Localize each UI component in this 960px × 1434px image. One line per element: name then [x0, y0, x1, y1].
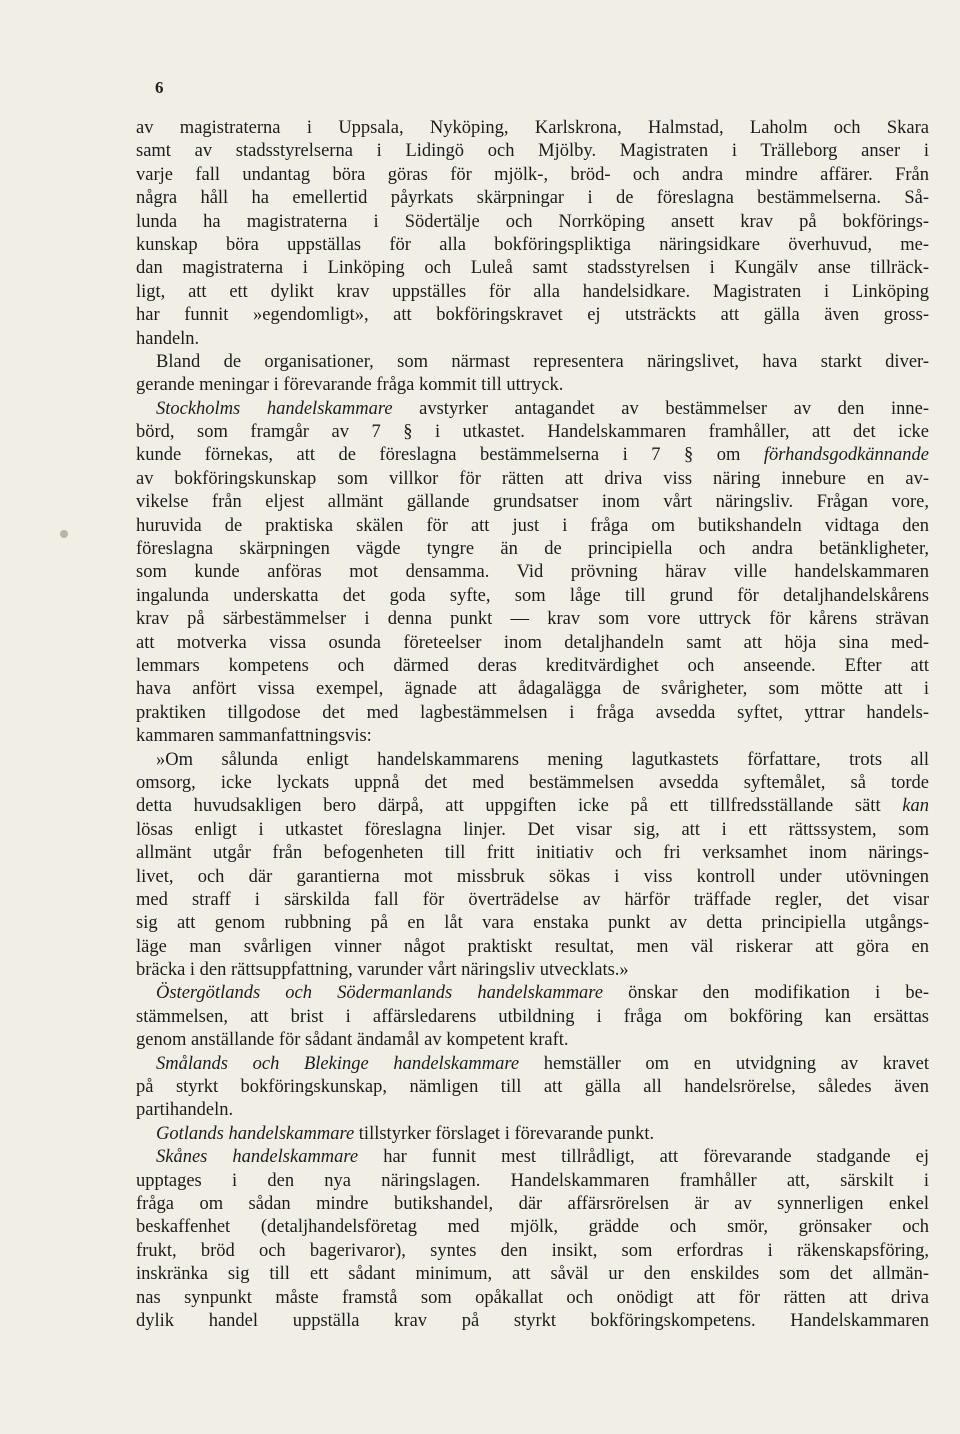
text-line: dan magistraterna i Linköping och Luleå samt stadsstyrelsen i Kungälv anse tillräck-: [136, 258, 929, 279]
text-line: lösas enligt i utkastet föreslagna linjer. Det visar sig, att i ett rättssystem, som: [136, 819, 929, 840]
text-line: hava anfört vissa exempel, ägnade att ådagalägga de svårigheter, som mötte att i: [136, 679, 929, 700]
text-line: några håll ha emellertid påyrkats skärpningar i de föreslagna bestämmelserna. Så-: [136, 188, 929, 209]
text-line: krav på särbestämmelser i denna punkt — krav som vore uttryck för kårens strävan: [136, 609, 929, 630]
text-line: dylik handel uppställa krav på styrkt bokföringskompetens. Handelskammaren: [136, 1310, 929, 1331]
text-line: Östergötlands och Södermanlands handelskammare önskar den modifikation i be-: [156, 983, 929, 1004]
text-line: nas synpunkt måste framstå som opåkallat och onödigt att för rätten att driva: [136, 1287, 929, 1308]
text-line: ligt, att ett dylikt krav uppställes för alla handelsidkare. Magistraten i Linköping: [136, 281, 929, 302]
text-line: gerande meningar i förevarande fråga kommit till uttryck.: [136, 375, 564, 396]
text-line: livet, och där garantierna mot missbruk sökas i viss kontroll under utövningen: [136, 866, 929, 887]
text-line: »Om sålunda enligt handelskammarens mening lagutkastets författare, trots all: [156, 749, 929, 770]
text-line: av bokföringskunskap som villkor för rätten att driva viss näring innebure en av-: [136, 468, 929, 489]
text-line: inskränka sig till ett sådant minimum, att såväl ur den enskildes som det allmän-: [136, 1264, 929, 1285]
text-line: Bland de organisationer, som närmast representera näringslivet, hava starkt diver-: [156, 351, 929, 372]
text-line: läge man svårligen vinner något praktiskt resultat, men väl riskerar att göra en: [136, 936, 929, 957]
text-line: kammaren sammanfattningsvis:: [136, 726, 372, 747]
text-line: Skånes handelskammare har funnit mest tillrådligt, att förevarande stadgande ej: [156, 1147, 929, 1168]
text-line: lemmars kompetens och därmed deras kreditvärdighet och anseende. Efter att: [136, 655, 929, 676]
text-line: på styrkt bokföringskunskap, nämligen till att gälla all handelsrörelse, således även: [136, 1077, 929, 1098]
text-line: fråga om sådan mindre butikshandel, där affärsrörelsen är av synnerligen enkel: [136, 1193, 929, 1214]
text-line: med straff i särskilda fall för överträdelse av härför träffade regler, det visar: [136, 889, 929, 910]
text-line: varje fall undantag böra göras för mjölk-, bröd- och andra mindre affärer. Från: [136, 164, 929, 185]
text-line: omsorg, icke lyckats uppnå det med bestämmelsen avsedda syftemålet, så torde: [136, 772, 929, 793]
text-line: börd, som framgår av 7 § i utkastet. Handelskammaren framhåller, att det icke: [136, 422, 929, 443]
body-text: [136, 117, 929, 1333]
text-line: Smålands och Blekinge handelskammare hemställer om en utvidgning av kravet: [156, 1053, 929, 1074]
text-line: kunskap böra uppställas för alla bokföringspliktiga näringsidkare överhuvud, me-: [136, 234, 929, 255]
text-line: lunda ha magistraterna i Södertälje och Norrköping ansett krav på bokförings-: [136, 211, 929, 232]
text-line: att motverka vissa osunda företeelser inom detaljhandeln samt att höja sina med-: [136, 632, 929, 653]
text-line: kunde förnekas, att de föreslagna bestämmelserna i 7 § om förhandsgodkännande: [136, 445, 929, 466]
text-line: handeln.: [136, 328, 200, 349]
text-line: har funnit »egendomligt», att bokföringskravet ej utsträckts att gälla även gross-: [136, 305, 929, 326]
page-number: 6: [155, 78, 164, 97]
text-line: upptages i den nya näringslagen. Handelskammaren framhåller att, särskilt i: [136, 1170, 929, 1191]
text-line: som kunde anföras mot densamma. Vid prövning härav ville handelskammaren: [136, 562, 929, 583]
text-line: allmänt utgår från befogenheten till fritt initiativ och fri verksamhet inom närings-: [136, 843, 929, 864]
text-line: genom anställande för sådant ändamål av kompetent kraft.: [136, 1030, 569, 1051]
text-line: praktiken tillgodose det med lagbestämmelsen i fråga avsedda syftet, yttrar handels-: [136, 702, 929, 723]
text-line: föreslagna skärpningen vägde tyngre än de principiella och andra betänkligheter,: [136, 539, 929, 560]
text-line: stämmelsen, att brist i affärsledarens utbildning i fråga om bokföring kan ersättas: [136, 1006, 929, 1027]
text-line: huruvida de praktiska skälen för att just i fråga om butikshandeln vidtaga den: [136, 515, 929, 536]
text-line: av magistraterna i Uppsala, Nyköping, Karlskrona, Halmstad, Laholm och Skara: [136, 118, 929, 138]
text-line: Gotlands handelskammare tillstyrker förslaget i förevarande punkt.: [156, 1123, 655, 1144]
text-line: frukt, bröd och bagerivaror), syntes den insikt, som erfordras i räkenskapsföring,: [136, 1240, 929, 1261]
text-line: detta huvudsakligen bero därpå, att uppgiften icke på ett tillfredsställande sätt kan: [136, 796, 929, 817]
scan-speck: [60, 530, 68, 538]
text-line: vikelse från eljest allmänt gällande grundsatser inom vårt näringsliv. Frågan vore,: [136, 492, 929, 513]
text-line: partihandeln.: [136, 1100, 234, 1121]
text-line: bräcka i den rättsuppfattning, varunder vårt näringsliv utvecklats.»: [136, 960, 629, 981]
text-line: ingalunda underskatta det goda syfte, som låge till grund för detaljhandelskårens: [136, 585, 929, 606]
text-line: samt av stadsstyrelserna i Lidingö och Mjölby. Magistraten i Trälleborg anser i: [136, 141, 929, 162]
text-line: sig att genom rubbning på en låt vara enstaka punkt av detta principiella utgångs-: [136, 913, 929, 934]
text-line: Stockholms handelskammare avstyrker antagandet av bestämmelser av den inne-: [156, 398, 929, 419]
text-line: beskaffenhet (detaljhandelsföretag med mjölk, grädde och smör, grönsaker och: [136, 1217, 929, 1238]
